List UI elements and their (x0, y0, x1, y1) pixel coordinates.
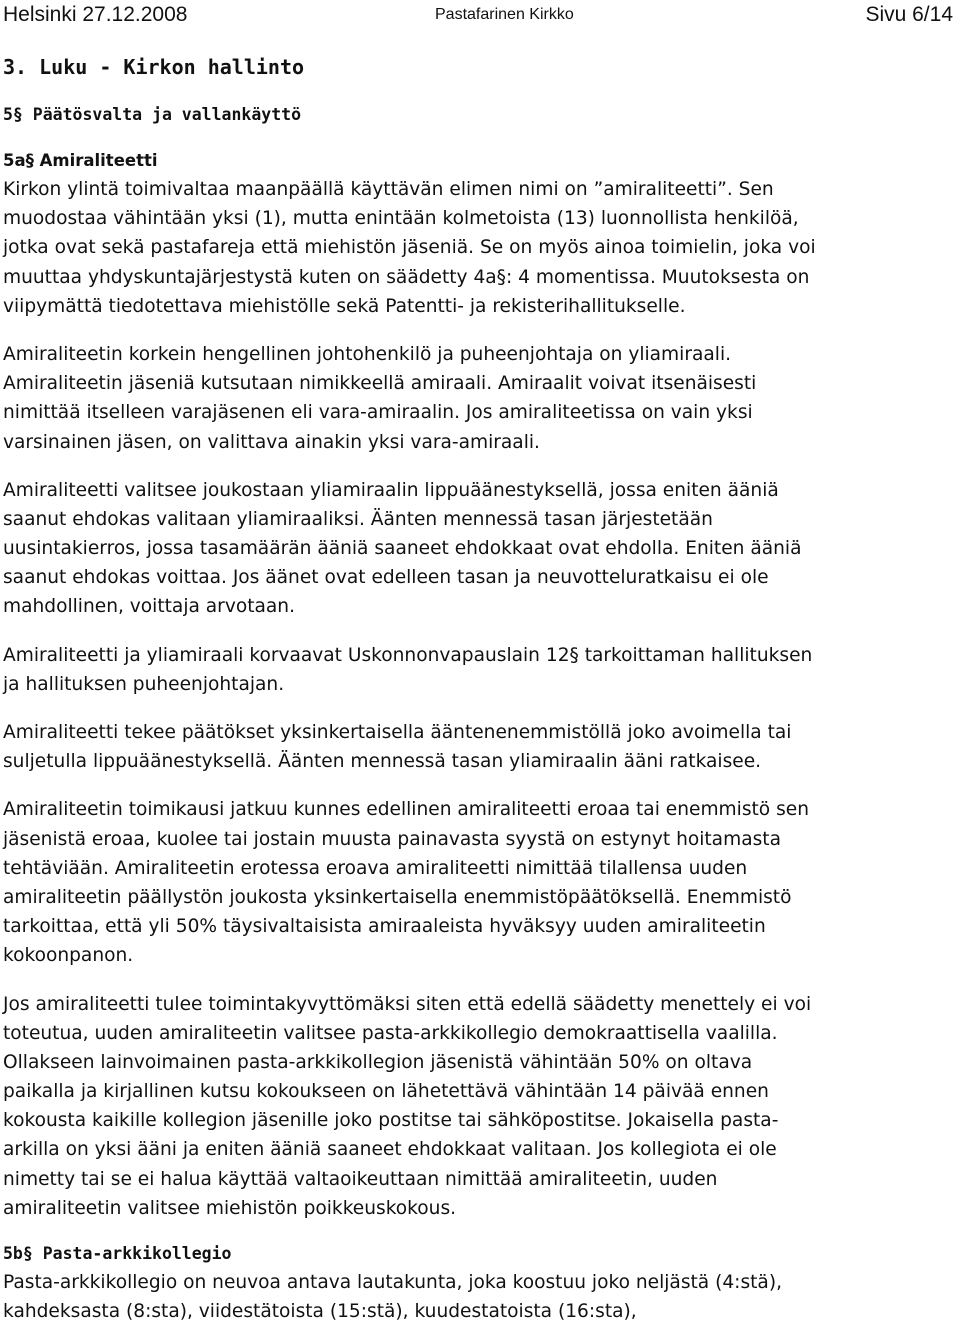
text-line: kokousta kaikille kollegion jäsenille joko postitse tai sähköpostitse. Jokaisella pasta- (3, 1110, 779, 1132)
body-paragraphs (3, 175, 957, 1223)
text-line: Ollakseen lainvoimainen pasta-arkkikollegion jäsenistä vähintään 50% on oltava (3, 1051, 753, 1073)
text-line: Amiraliteetti valitsee joukostaan yliamiraalin lippuäänestyksellä, jossa eniten ääniä (3, 479, 779, 501)
chapter-title: 3. Luku - Kirkon hallinto (3, 55, 305, 79)
text-line: suljetulla lippuäänestyksellä. Äänten mennessä tasan yliamiraalin ääni ratkaisee. (3, 751, 762, 773)
text-line: amiraliteetin päällystön joukosta yksinkertaisella enemmistöpäätöksellä. Enemmistö (3, 886, 792, 908)
paragraph-2 (3, 340, 957, 457)
text-line: muuttaa yhdyskuntajärjestystä kuten on säädetty 4a§: 4 momentissa. Muutoksesta on (3, 266, 810, 288)
text-line: saanut ehdokas valitaan yliamiraaliksi. Äänten mennessä tasan järjestetään (3, 508, 713, 530)
paragraph-5 (3, 718, 957, 776)
header-page-number: Sivu 6/14 (865, 3, 953, 26)
paragraph-final (3, 1268, 957, 1326)
paragraph-1 (3, 175, 957, 321)
text-line: muodostaa vähintään yksi (1), mutta enintään kolmetoista (13) luonnollista henkilöä, (3, 208, 799, 230)
text-line: saanut ehdokas voittaa. Jos äänet ovat edelleen tasan ja neuvotteluratkaisu ei ole (3, 567, 769, 589)
text-line: viipymättä tiedotettava miehistölle sekä Patentti- ja rekisterihallitukselle. (3, 295, 686, 317)
document-page (3, 0, 957, 1326)
text-line: tarkoittaa, että yli 50% täysivaltaisista amiraaleista hyväksyy uuden amiraliteetin (3, 916, 766, 938)
subsection-title-5a: 5a§ Amiraliteetti (3, 151, 158, 170)
paragraph-6 (3, 795, 957, 970)
text-line: nimetty tai se ei halua käyttää valtaoikeuttaan nimittää amiraliteetin, uuden (3, 1168, 718, 1190)
text-line: toteutua, uuden amiraliteetin valitsee pasta-arkkikollegio demokraattisella vaalilla. (3, 1022, 778, 1044)
text-line: ja hallituksen puheenjohtajan. (3, 673, 285, 695)
text-line: nimittää itselleen varajäsenen eli vara-amiraalin. Jos amiraliteetissa on vain yksi (3, 402, 753, 424)
text-line: Amiraliteetin toimikausi jatkuu kunnes edellinen amiraliteetti eroaa tai enemmistö sen (3, 799, 810, 821)
paragraph-4 (3, 641, 957, 699)
text-line: kokoonpanon. (3, 945, 134, 967)
text-line: Pasta-arkkikollegio on neuvoa antava lautakunta, joka koostuu joko neljästä (4:stä), (3, 1272, 782, 1293)
paragraph-7 (3, 990, 957, 1224)
text-line: kahdeksasta (8:sta), viidestätoista (15:stä), kuudestatoista (16:sta), (3, 1301, 637, 1323)
text-line: tehtäviään. Amiraliteetin erotessa eroava amiraliteetti nimittää tilallensa uuden (3, 857, 748, 879)
text-line: paikalla ja kirjallinen kutsu kokoukseen on lähetettävä vähintään 14 päivää ennen (3, 1081, 769, 1103)
text-line: Amiraliteetti tekee päätökset yksinkertaisella ääntenenemmistöllä joko avoimella tai (3, 722, 792, 743)
text-line: Amiraliteetti ja yliamiraali korvaavat Uskonnonvapauslain 12§ tarkoittaman hallituksen (3, 644, 813, 666)
text-line: varsinainen jäsen, on valittava ainakin yksi vara-amiraali. (3, 431, 540, 453)
subsection-title-5b: 5b§ Pasta-arkkikollegio (3, 1244, 232, 1263)
paragraph-3 (3, 476, 957, 622)
text-line: jotka ovat sekä pastafareja että miehistön jäseniä. Se on myös ainoa toimielin, joka voi (3, 237, 816, 259)
text-line: Jos amiraliteetti tulee toimintakyvyttömäksi siten että edellä säädetty menettely ei voi (3, 993, 812, 1015)
text-line: uusintakierros, jossa tasamäärän ääniä saaneet ehdokkaat ovat ehdolla. Eniten ääniä (3, 538, 802, 560)
text-line: Kirkon ylintä toimivaltaa maanpäällä käyttävän elimen nimi on ”amiraliteetti”. Sen (3, 179, 774, 200)
text-line: amiraliteetin valitsee miehistön poikkeuskokous. (3, 1197, 457, 1219)
section-title: 5§ Päätösvalta ja vallankäyttö (3, 105, 302, 124)
text-line: Amiraliteetin korkein hengellinen johtohenkilö ja puheenjohtaja on yliamiraali. (3, 343, 732, 365)
text-line: jäsenistä eroaa, kuolee tai jostain muusta painavasta syystä on estynyt hoitamasta (3, 828, 781, 850)
page-header (3, 0, 957, 34)
text-line: mahdollinen, voittaja arvotaan. (3, 596, 295, 618)
text-line: arkilla on yksi ääni ja eniten ääniä saaneet ehdokkaat valitaan. Jos kollegiota ei ole (3, 1139, 777, 1161)
text-line: Amiraliteetin jäseniä kutsutaan nimikkeellä amiraali. Amiraalit voivat itsenäisesti (3, 373, 757, 395)
header-date: Helsinki 27.12.2008 (3, 3, 188, 26)
header-organization: Pastafarinen Kirkko (435, 6, 574, 23)
